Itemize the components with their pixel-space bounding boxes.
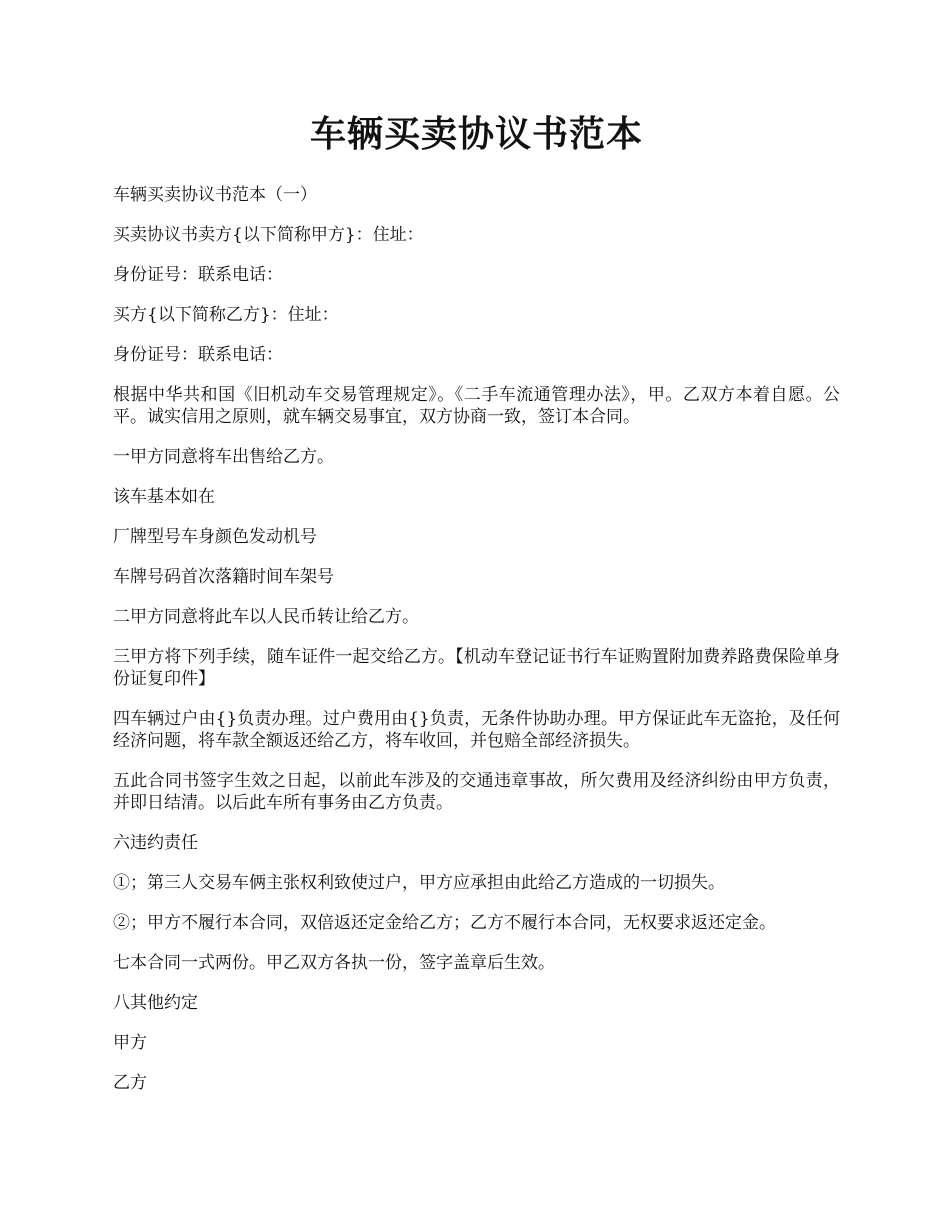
paragraph-4: 买方{以下简称乙方}：住址：	[113, 305, 339, 325]
paragraph-19: 八其他约定	[113, 993, 198, 1013]
paragraph-7: 一甲方同意将车出售给乙方。	[113, 447, 334, 467]
paragraph-16: ①；第三人交易车俩主张权利致使过户，甲方应承担由此给乙方造成的一切损失。	[113, 873, 725, 893]
paragraph-17: ②；甲方不履行本合同，双倍返还定金给乙方；乙方不履行本合同，无权要求返还定金。	[113, 913, 776, 933]
paragraph-21: 乙方	[113, 1073, 147, 1093]
paragraph-10: 车牌号码首次落籍时间车架号	[113, 567, 334, 587]
paragraph-3: 身份证号：联系电话：	[113, 265, 283, 285]
paragraph-20: 甲方	[113, 1033, 147, 1053]
paragraph-18: 七本合同一式两份。甲乙双方各执一份，签字盖章后生效。	[113, 953, 555, 973]
paragraph-1: 车辆买卖协议书范本（一）	[113, 185, 317, 205]
paragraph-6: 根据中华共和国《旧机动车交易管理规定》。《二手车流通管理办法》，甲。乙双方本着自愿。公平。诚实信用之原则，就车辆交易事宜，双方协商一致，签订本合同。	[113, 385, 840, 427]
paragraph-13: 四车辆过户由{}负责办理。过户费用由{}负责，无条件协助办理。甲方保证此车无盗抢，及任何经济问题，将车款全额返还给乙方，将车收回，并包赔全部经济损失。	[113, 709, 840, 751]
paragraph-11: 二甲方同意将此车以人民币转让给乙方。	[113, 607, 419, 627]
paragraph-2: 买卖协议书卖方{以下简称甲方}：住址：	[113, 225, 424, 245]
paragraph-9: 厂牌型号车身颜色发动机号	[113, 527, 317, 547]
document-title: 车辆买卖协议书范本	[309, 113, 643, 155]
paragraph-15: 六违约责任	[113, 833, 198, 853]
paragraph-5: 身份证号：联系电话：	[113, 345, 283, 365]
paragraph-8: 该车基本如在	[113, 487, 215, 507]
paragraph-12: 三甲方将下列手续，随车证件一起交给乙方。【机动车登记证书行车证购置附加费养路费保险单身份证复印件】	[113, 647, 840, 689]
paragraph-14: 五此合同书签字生效之日起，以前此车涉及的交通违章事故，所欠费用及经济纠纷由甲方负责，并即日结清。以后此车所有事务由乙方负责。	[113, 771, 840, 813]
document-body	[113, 184, 840, 1094]
